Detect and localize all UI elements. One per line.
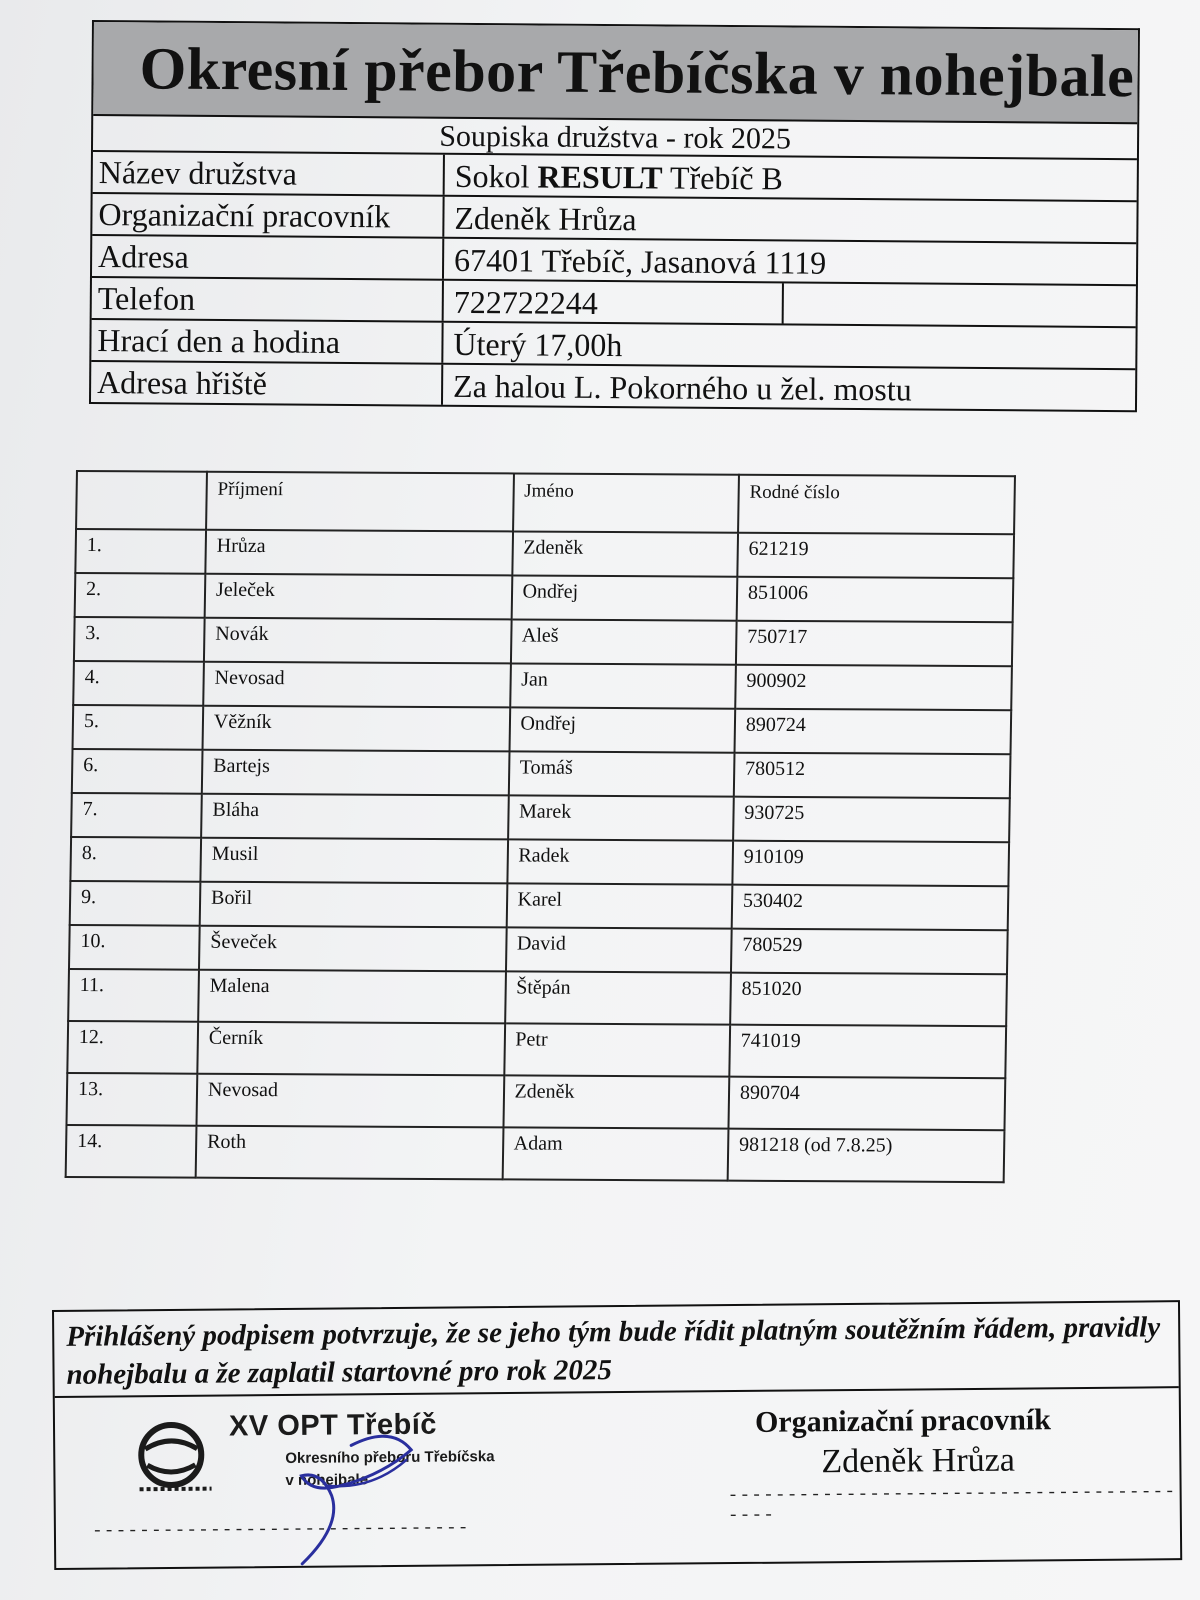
surname-cell: Nevosad — [203, 662, 510, 708]
first-name-cell: Jan — [510, 663, 736, 708]
stamp-text-line2: v nohejbale — [285, 1471, 369, 1489]
first-name-cell: Ondřej — [511, 575, 737, 620]
team-info-header — [89, 20, 1140, 412]
signature-area — [55, 1388, 1180, 1566]
column-header-number — [76, 471, 207, 530]
organizer-signature-name: Zdeněk Hrůza — [821, 1441, 1016, 1481]
phone-value-cell — [444, 281, 1136, 326]
team-name-value — [445, 155, 1137, 200]
table-row — [67, 1021, 1006, 1078]
first-name-cell: Aleš — [510, 619, 736, 664]
page-subtitle: Soupiska družstva - rok 2025 — [93, 116, 1137, 160]
first-name-cell: Karel — [506, 883, 732, 928]
signature-line-right: ------------------------------------------ — [727, 1482, 1177, 1527]
surname-cell: Roth — [196, 1126, 503, 1180]
column-header-surname: Příjmení — [206, 472, 513, 532]
table-row — [75, 529, 1014, 578]
first-name-cell: Marek — [508, 795, 734, 840]
court-label: Adresa hřiště — [91, 362, 443, 405]
row-number: 14. — [66, 1125, 197, 1178]
first-name-cell: Ondřej — [509, 707, 735, 752]
stamp-text-line1: Okresního přeboru Třebíčska — [285, 1448, 495, 1467]
table-row — [75, 573, 1014, 622]
table-row — [66, 1125, 1005, 1182]
birth-number-cell: 741019 — [729, 1025, 1006, 1079]
surname-cell: Věžník — [202, 706, 509, 752]
column-header-birth-number: Rodné číslo — [738, 475, 1015, 535]
row-number: 6. — [72, 749, 203, 794]
team-name-bold: RESULT — [537, 158, 663, 196]
surname-cell: Musil — [200, 838, 507, 884]
row-number: 4. — [73, 661, 204, 706]
organizer-label: Organizační pracovník — [92, 194, 444, 237]
first-name-cell: Petr — [504, 1023, 730, 1076]
confirmation-footer — [52, 1300, 1182, 1570]
stamp-title: XV OPT Třebíč — [228, 1408, 438, 1443]
row-number: 7. — [71, 793, 202, 838]
row-number: 5. — [73, 705, 204, 750]
birth-number-cell: 900902 — [735, 665, 1012, 711]
column-header-first-name: Jméno — [513, 473, 739, 532]
play-day-label: Hrací den a hodina — [91, 320, 443, 363]
confirmation-statement: Přihlášený podpisem potvrzuje, že se jeho tým bude řídit platným soutěžním řádem, pravidly nohejbalu a že zaplatil startovné pro rok 2025 — [54, 1302, 1179, 1398]
table-row — [74, 617, 1013, 666]
roster-header-row — [76, 471, 1015, 534]
surname-cell: Bořil — [200, 882, 507, 928]
first-name-cell: Zdeněk — [503, 1075, 729, 1128]
table-row — [72, 749, 1011, 798]
table-row — [68, 969, 1007, 1026]
table-row — [70, 881, 1009, 930]
surname-cell: Malena — [198, 970, 505, 1024]
court-value: Za halou L. Pokorného u žel. mostu — [452, 367, 912, 408]
first-name-cell: David — [505, 927, 731, 972]
first-name-cell: Zdeněk — [512, 531, 738, 576]
first-name-cell: Adam — [502, 1127, 728, 1180]
phone-cell-divider — [782, 283, 784, 323]
address-label: Adresa — [92, 236, 444, 279]
row-number: 11. — [68, 969, 199, 1022]
birth-number-cell: 890724 — [734, 709, 1011, 755]
phone-value: 722722244 — [453, 283, 598, 321]
signature-line-left: -------------------------------- — [91, 1518, 470, 1542]
table-row — [66, 1073, 1005, 1130]
row-number: 8. — [70, 837, 201, 882]
surname-cell: Nevosad — [196, 1074, 503, 1128]
row-number: 12. — [67, 1021, 198, 1074]
court-row — [91, 362, 1135, 412]
team-name-label: Název družstva — [93, 152, 445, 195]
first-name-cell: Tomáš — [508, 751, 734, 796]
birth-number-cell: 851006 — [736, 577, 1013, 623]
nohejbal-ball-icon — [131, 1419, 222, 1500]
phone-label: Telefon — [92, 278, 444, 321]
organizer-signature-label: Organizační pracovník — [754, 1403, 1051, 1439]
table-row — [73, 661, 1012, 710]
surname-cell: Ševeček — [199, 926, 506, 972]
birth-number-cell: 890704 — [728, 1077, 1005, 1131]
row-number: 3. — [74, 617, 205, 662]
table-row — [71, 793, 1010, 842]
birth-number-cell: 930725 — [733, 797, 1010, 843]
surname-cell: Černík — [197, 1022, 504, 1076]
surname-cell: Novák — [204, 618, 511, 664]
birth-number-cell: 780512 — [734, 753, 1011, 799]
row-number: 10. — [69, 925, 200, 970]
organizer-value: Zdeněk Hrůza — [454, 199, 637, 238]
team-name-prefix: Sokol — [454, 157, 538, 195]
surname-cell: Bláha — [201, 794, 508, 840]
play-day-value: Úterý 17,00h — [453, 325, 623, 364]
team-name-suffix: Třebíč B — [662, 159, 783, 197]
table-row — [73, 705, 1012, 754]
birth-number-cell: 851020 — [730, 973, 1007, 1027]
birth-number-cell: 621219 — [737, 533, 1014, 579]
handwritten-signature-icon — [231, 1415, 432, 1567]
birth-number-cell: 750717 — [736, 621, 1013, 667]
birth-number-cell: 981218 (od 7.8.25) — [727, 1129, 1004, 1183]
row-number: 9. — [70, 881, 201, 926]
roster-table — [65, 470, 1016, 1183]
birth-number-cell: 780529 — [731, 929, 1008, 975]
surname-cell: Jeleček — [205, 574, 512, 620]
first-name-cell: Radek — [507, 839, 733, 884]
row-number: 2. — [75, 573, 206, 618]
row-number: 1. — [75, 529, 206, 574]
surname-cell: Bartejs — [202, 750, 509, 796]
table-row — [69, 925, 1008, 974]
page-title: Okresní přebor Třebíčska v nohejbale — [93, 22, 1138, 124]
table-row — [70, 837, 1009, 886]
first-name-cell: Štěpán — [505, 971, 731, 1024]
address-value: 67401 Třebíč, Jasanová 1119 — [453, 241, 827, 281]
birth-number-cell: 910109 — [732, 841, 1009, 887]
surname-cell: Hrůza — [205, 530, 512, 576]
birth-number-cell: 530402 — [732, 885, 1009, 931]
row-number: 13. — [66, 1073, 197, 1126]
